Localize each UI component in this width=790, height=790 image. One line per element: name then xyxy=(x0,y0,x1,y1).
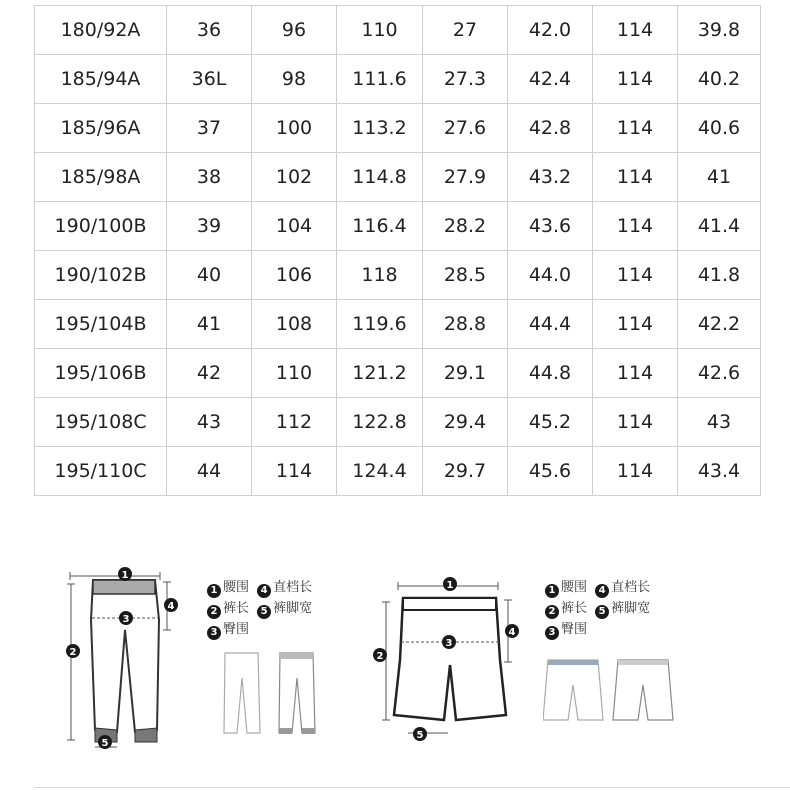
table-cell: 185/96A xyxy=(35,104,167,153)
table-cell: 39 xyxy=(167,202,252,251)
svg-text:2: 2 xyxy=(69,647,77,658)
table-cell: 110 xyxy=(337,6,423,55)
legend-item: 5 裤脚宽 xyxy=(595,598,650,619)
table-cell: 29.1 xyxy=(423,349,508,398)
pants-badge-4 xyxy=(164,598,178,612)
bottom-divider xyxy=(34,787,790,788)
table-cell: 43 xyxy=(678,398,761,447)
table-cell: 43 xyxy=(167,398,252,447)
pants-legend xyxy=(207,577,316,640)
table-cell: 45.6 xyxy=(508,447,593,496)
svg-text:5: 5 xyxy=(101,738,109,749)
table-cell: 44.4 xyxy=(508,300,593,349)
table-cell: 42.8 xyxy=(508,104,593,153)
table-row xyxy=(35,55,761,104)
table-cell: 42.2 xyxy=(678,300,761,349)
table-row xyxy=(35,349,761,398)
table-row xyxy=(35,300,761,349)
table-cell: 27.3 xyxy=(423,55,508,104)
table-cell: 36L xyxy=(167,55,252,104)
table-row xyxy=(35,104,761,153)
pants-diagram xyxy=(55,560,195,755)
pants-badge-3 xyxy=(119,611,133,625)
table-cell: 114 xyxy=(593,349,678,398)
svg-text:4: 4 xyxy=(508,627,516,638)
table-cell: 114 xyxy=(593,398,678,447)
svg-text:3: 3 xyxy=(122,614,130,625)
table-cell: 122.8 xyxy=(337,398,423,447)
table-cell: 45.2 xyxy=(508,398,593,447)
shorts-badge-2 xyxy=(373,648,387,662)
svg-text:1: 1 xyxy=(121,570,129,581)
table-cell: 40 xyxy=(167,251,252,300)
table-row xyxy=(35,153,761,202)
table-row xyxy=(35,447,761,496)
table-cell: 42.4 xyxy=(508,55,593,104)
table-cell: 114 xyxy=(593,6,678,55)
table-cell: 28.5 xyxy=(423,251,508,300)
table-cell: 124.4 xyxy=(337,447,423,496)
table-row xyxy=(35,251,761,300)
table-cell: 116.4 xyxy=(337,202,423,251)
table-cell: 112 xyxy=(252,398,337,447)
table-cell: 121.2 xyxy=(337,349,423,398)
table-cell: 42.0 xyxy=(508,6,593,55)
table-cell: 28.2 xyxy=(423,202,508,251)
table-cell: 195/110C xyxy=(35,447,167,496)
table-cell: 43.6 xyxy=(508,202,593,251)
table-cell: 36 xyxy=(167,6,252,55)
table-cell: 44 xyxy=(167,447,252,496)
shorts-diagram xyxy=(368,570,528,745)
legend-item: 3 臀围 xyxy=(545,619,587,640)
table-cell: 114 xyxy=(593,104,678,153)
table-cell: 41.4 xyxy=(678,202,761,251)
table-cell: 37 xyxy=(167,104,252,153)
table-cell: 29.4 xyxy=(423,398,508,447)
table-cell: 180/92A xyxy=(35,6,167,55)
table-row xyxy=(35,398,761,447)
table-cell: 41.8 xyxy=(678,251,761,300)
table-cell: 40.2 xyxy=(678,55,761,104)
shorts-badge-5 xyxy=(413,727,427,741)
size-table xyxy=(34,5,761,496)
table-cell: 114 xyxy=(593,153,678,202)
table-cell: 43.2 xyxy=(508,153,593,202)
table-cell: 119.6 xyxy=(337,300,423,349)
svg-text:2: 2 xyxy=(376,651,384,662)
table-cell: 190/102B xyxy=(35,251,167,300)
size-table-body xyxy=(35,6,761,496)
table-cell: 44.8 xyxy=(508,349,593,398)
table-cell: 195/104B xyxy=(35,300,167,349)
table-cell: 195/106B xyxy=(35,349,167,398)
table-cell: 114 xyxy=(593,300,678,349)
legend-item: 3 臀围 xyxy=(207,619,249,640)
pants-badge-1 xyxy=(118,567,132,581)
legend-item: 2 裤长 xyxy=(545,598,587,619)
pants-badge-2 xyxy=(66,644,80,658)
svg-text:5: 5 xyxy=(416,730,424,741)
table-cell: 114.8 xyxy=(337,153,423,202)
table-cell: 40.6 xyxy=(678,104,761,153)
shorts-thumbnails xyxy=(543,655,683,725)
table-cell: 118 xyxy=(337,251,423,300)
table-cell: 38 xyxy=(167,153,252,202)
svg-text:3: 3 xyxy=(445,638,453,649)
table-cell: 41 xyxy=(678,153,761,202)
shorts-badge-3 xyxy=(442,635,456,649)
table-cell: 42.6 xyxy=(678,349,761,398)
table-cell: 104 xyxy=(252,202,337,251)
table-cell: 110 xyxy=(252,349,337,398)
legend-item: 4 直档长 xyxy=(257,577,312,598)
table-cell: 114 xyxy=(593,202,678,251)
table-row xyxy=(35,6,761,55)
table-cell: 195/108C xyxy=(35,398,167,447)
table-cell: 43.4 xyxy=(678,447,761,496)
table-cell: 108 xyxy=(252,300,337,349)
shorts-legend xyxy=(545,577,654,640)
shorts-badge-1 xyxy=(443,577,457,591)
shorts-badge-4 xyxy=(505,624,519,638)
svg-text:1: 1 xyxy=(446,580,454,591)
legend-item: 4 直档长 xyxy=(595,577,650,598)
pants-badge-5 xyxy=(98,735,112,749)
table-cell: 114 xyxy=(593,55,678,104)
table-cell: 27 xyxy=(423,6,508,55)
table-cell: 185/98A xyxy=(35,153,167,202)
legend-item: 1 腰围 xyxy=(207,577,249,598)
table-cell: 111.6 xyxy=(337,55,423,104)
svg-text:4: 4 xyxy=(167,601,175,612)
table-cell: 27.9 xyxy=(423,153,508,202)
table-cell: 102 xyxy=(252,153,337,202)
table-cell: 98 xyxy=(252,55,337,104)
table-cell: 27.6 xyxy=(423,104,508,153)
table-cell: 96 xyxy=(252,6,337,55)
table-row xyxy=(35,202,761,251)
table-cell: 190/100B xyxy=(35,202,167,251)
table-cell: 42 xyxy=(167,349,252,398)
table-cell: 113.2 xyxy=(337,104,423,153)
table-cell: 106 xyxy=(252,251,337,300)
legend-item: 2 裤长 xyxy=(207,598,249,619)
pants-thumbnails xyxy=(220,648,325,738)
table-cell: 185/94A xyxy=(35,55,167,104)
table-cell: 39.8 xyxy=(678,6,761,55)
legend-item: 5 裤脚宽 xyxy=(257,598,312,619)
table-cell: 114 xyxy=(593,251,678,300)
table-cell: 114 xyxy=(252,447,337,496)
table-cell: 28.8 xyxy=(423,300,508,349)
table-cell: 41 xyxy=(167,300,252,349)
table-cell: 44.0 xyxy=(508,251,593,300)
table-cell: 100 xyxy=(252,104,337,153)
table-cell: 29.7 xyxy=(423,447,508,496)
table-cell: 114 xyxy=(593,447,678,496)
legend-item: 1 腰围 xyxy=(545,577,587,598)
